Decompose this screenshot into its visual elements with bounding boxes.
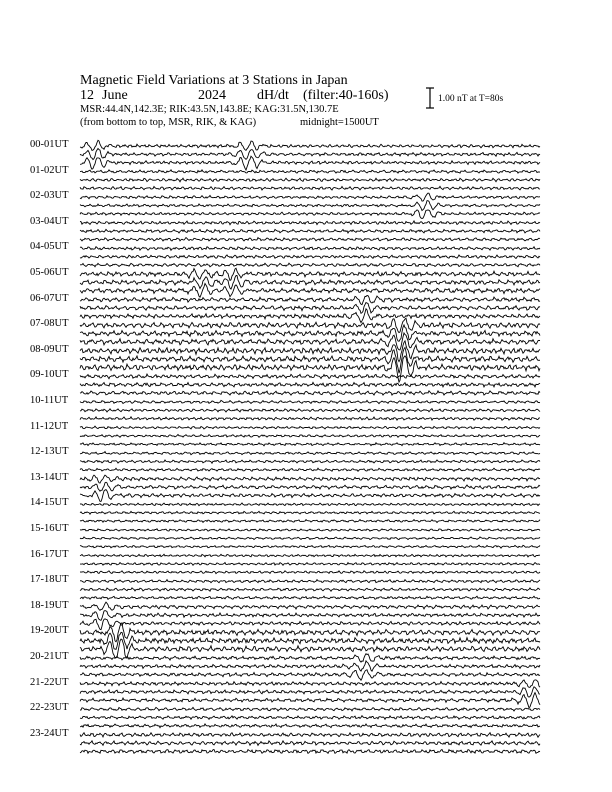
trace-msr-13-14UT bbox=[80, 490, 540, 502]
trace-rik-02-03UT bbox=[80, 201, 540, 211]
trace-kag-02-03UT bbox=[80, 193, 540, 201]
trace-rik-10-11UT bbox=[80, 409, 540, 412]
scale-label: 1.00 nT at T=80s bbox=[438, 94, 504, 104]
hour-label: 13-14UT bbox=[30, 471, 69, 483]
date-year: 2024 bbox=[198, 88, 226, 103]
trace-msr-17-18UT bbox=[80, 596, 540, 599]
trace-msr-22-23UT bbox=[80, 724, 540, 728]
trace-rik-16-17UT bbox=[80, 563, 540, 566]
hour-label: 12-13UT bbox=[30, 446, 69, 458]
trace-rik-22-23UT bbox=[80, 716, 540, 720]
trace-msr-15-16UT bbox=[80, 545, 540, 548]
trace-kag-06-07UT bbox=[80, 296, 540, 305]
trace-msr-10-11UT bbox=[80, 417, 540, 420]
hour-label: 07-08UT bbox=[30, 318, 69, 330]
filter-label: (filter:40-160s) bbox=[303, 88, 389, 103]
trace-rik-14-15UT bbox=[80, 511, 540, 514]
hour-label: 19-20UT bbox=[30, 625, 69, 637]
trace-rik-01-02UT bbox=[80, 178, 540, 182]
hour-label: 00-01UT bbox=[30, 139, 69, 150]
trace-rik-11-12UT bbox=[80, 435, 540, 438]
hour-label: 20-21UT bbox=[30, 651, 69, 662]
trace-kag-17-18UT bbox=[80, 580, 540, 583]
date-month: June bbox=[102, 88, 128, 103]
trace-kag-05-06UT bbox=[80, 268, 540, 280]
trace-kag-09-10UT bbox=[80, 374, 540, 379]
trace-kag-23-24UT bbox=[80, 733, 540, 738]
hour-label: 02-03UT bbox=[30, 190, 69, 202]
trace-kag-14-15UT bbox=[80, 503, 540, 506]
hour-label: 03-04UT bbox=[30, 215, 69, 227]
trace-rik-05-06UT bbox=[80, 276, 540, 290]
hour-label: 08-09UT bbox=[30, 343, 69, 355]
trace-kag-03-04UT bbox=[80, 221, 540, 225]
hour-label: 11-12UT bbox=[30, 420, 69, 432]
order-line: (from bottom to top, MSR, RIK, & KAG) bbox=[80, 117, 257, 128]
trace-msr-12-13UT bbox=[80, 468, 540, 471]
trace-rik-06-07UT bbox=[80, 303, 540, 314]
trace-rik-21-22UT bbox=[80, 687, 540, 697]
trace-kag-21-22UT bbox=[80, 680, 540, 687]
stations-line: MSR:44.4N,142.3E; RIK:43.5N,143.8E; KAG:31.5N,130.7E bbox=[80, 104, 339, 115]
trace-kag-18-19UT bbox=[80, 602, 540, 610]
quantity-label: dH/dt bbox=[257, 88, 289, 103]
hour-label: 06-07UT bbox=[30, 292, 69, 304]
trace-msr-06-07UT bbox=[80, 309, 540, 323]
chart-title: Magnetic Field Variations at 3 Stations in Japan bbox=[80, 73, 348, 88]
hour-label: 21-22UT bbox=[30, 676, 69, 688]
trace-kag-16-17UT bbox=[80, 554, 540, 557]
hour-label: 14-15UT bbox=[30, 497, 69, 509]
trace-kag-15-16UT bbox=[80, 529, 540, 532]
trace-kag-00-01UT bbox=[80, 140, 540, 150]
trace-msr-02-03UT bbox=[80, 210, 540, 219]
trace-msr-20-21UT bbox=[80, 670, 540, 681]
trace-rik-04-05UT bbox=[80, 255, 540, 259]
hour-label: 18-19UT bbox=[30, 599, 69, 611]
trace-kag-10-11UT bbox=[80, 400, 540, 403]
trace-msr-09-10UT bbox=[80, 391, 540, 395]
trace-kag-01-02UT bbox=[80, 170, 540, 174]
hour-label: 01-02UT bbox=[30, 164, 69, 176]
hour-label: 04-05UT bbox=[30, 241, 69, 253]
trace-rik-00-01UT bbox=[80, 149, 540, 160]
trace-rik-19-20UT bbox=[80, 632, 540, 649]
hour-label: 23-24UT bbox=[30, 727, 69, 739]
hour-label: 17-18UT bbox=[30, 574, 69, 586]
trace-kag-07-08UT bbox=[80, 318, 540, 332]
trace-kag-11-12UT bbox=[80, 426, 540, 429]
trace-kag-04-05UT bbox=[80, 247, 540, 251]
hour-label: 22-23UT bbox=[30, 702, 69, 714]
hour-label: 15-16UT bbox=[30, 523, 69, 534]
hour-label: 10-11UT bbox=[30, 395, 69, 406]
date-day: 12 bbox=[80, 88, 94, 103]
trace-rik-09-10UT bbox=[80, 382, 540, 387]
trace-kag-20-21UT bbox=[80, 654, 540, 662]
hour-label: 16-17UT bbox=[30, 548, 69, 560]
trace-rik-15-16UT bbox=[80, 537, 540, 540]
trace-msr-16-17UT bbox=[80, 571, 540, 574]
trace-rik-13-14UT bbox=[80, 482, 540, 491]
trace-msr-18-19UT bbox=[80, 619, 540, 630]
trace-msr-03-04UT bbox=[80, 238, 540, 242]
trace-rik-20-21UT bbox=[80, 661, 540, 671]
hour-label: 09-10UT bbox=[30, 369, 69, 381]
trace-rik-23-24UT bbox=[80, 741, 540, 746]
trace-rik-17-18UT bbox=[80, 588, 540, 591]
trace-kag-13-14UT bbox=[80, 475, 540, 483]
trace-rik-03-04UT bbox=[80, 229, 540, 233]
trace-rik-12-13UT bbox=[80, 460, 540, 463]
trace-kag-22-23UT bbox=[80, 707, 540, 711]
trace-msr-23-24UT bbox=[80, 750, 540, 754]
trace-msr-11-12UT bbox=[80, 443, 540, 446]
trace-rik-18-19UT bbox=[80, 611, 540, 621]
trace-msr-14-15UT bbox=[80, 520, 540, 523]
midnight-line: midnight=1500UT bbox=[300, 117, 379, 128]
hour-label: 05-06UT bbox=[30, 267, 69, 278]
trace-kag-12-13UT bbox=[80, 452, 540, 455]
trace-msr-01-02UT bbox=[80, 186, 540, 190]
trace-msr-04-05UT bbox=[80, 263, 540, 267]
trace-msr-00-01UT bbox=[80, 156, 540, 170]
trace-msr-05-06UT bbox=[80, 284, 540, 298]
trace-msr-21-22UT bbox=[80, 693, 540, 708]
